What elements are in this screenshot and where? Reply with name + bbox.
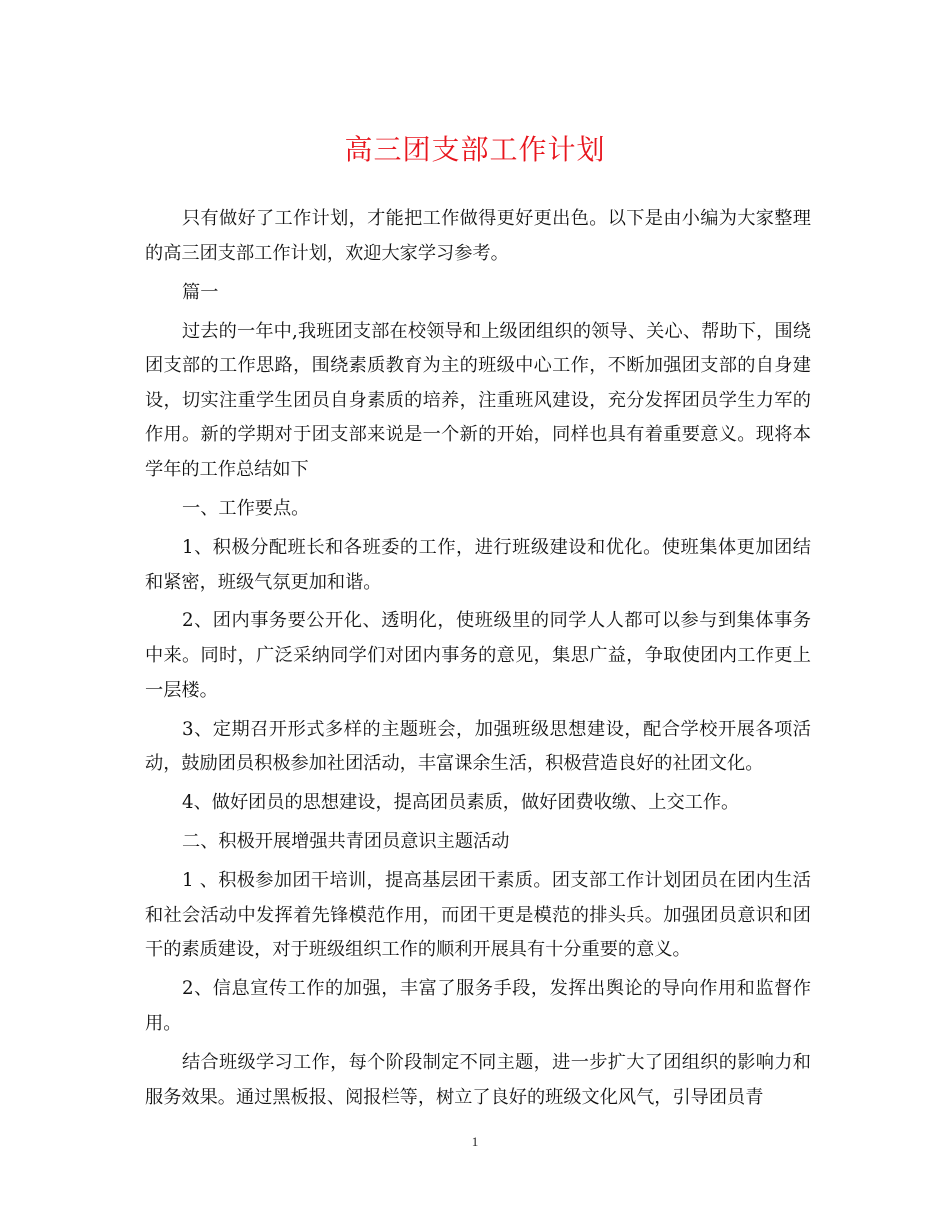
document-body [145,202,811,1120]
paragraph-item-1: 1、积极分配班长和各班委的工作，进行班级建设和优化。使班集体更加团结和紧密，班级气氛更加和谐。 [145,536,811,593]
document-title: 高三团支部工作计划 [344,133,606,166]
paragraph-activity-2: 2、信息宣传工作的加强，丰富了服务手段，发挥出舆论的导向作用和监督作用。 [145,978,811,1034]
paragraph-activity-1: 1 、积极参加团干培训，提高基层团干素质。团支部工作计划团员在团内生活和社会活动中发挥着先锋模范作用，而团干更是模范的排头兵。加强团员意识和团干的素质建设，对于班级组织工作的顺利开展具有十分重要的意义。 [145,870,811,961]
paragraph-item-3: 3、定期召开形式多样的主题班会，加强班级思想建设，配合学校开展各项活动，鼓励团员积极参加社团活动，丰富课余生活，积极营造良好的社团文化。 [145,718,811,775]
paragraph-intro: 只有做好了工作计划，才能把工作做得更好更出色。以下是由小编为大家整理的高三团支部工作计划，欢迎大家学习参考。 [145,208,811,264]
page-number: 1 [471,1134,479,1149]
paragraph-item-4: 4、做好团员的思想建设，提高团员素质，做好团费收缴、上交工作。 [182,792,740,814]
paragraph-summary: 过去的一年中,我班团支部在校领导和上级团组织的领导、关心、帮助下，围绕团支部的工作思路，围绕素质教育为主的班级中心工作，不断加强团支部的自身建设，切实注重学生团员自身素质的培养，注重班风建设，充分发挥团员学生力军的作用。新的学期对于团支部来说是一个新的开始，同样也具有着重要意义。现将本学年的工作总结如下 [145,320,811,480]
paragraph-activity-continued: 结合班级学习工作，每个阶段制定不同主题，进一步扩大了团组织的影响力和服务效果。通过黑板报、阅报栏等，树立了良好的班级文化风气，引导团员青 [145,1051,811,1108]
paragraph-item-2: 2、团内事务要公开化、透明化，使班级里的同学人人都可以参与到集体事务中来。同时，广泛采纳同学们对团内事务的意见，集思广益，争取使团内工作更上一层楼。 [145,610,811,701]
heading-activities: 二、积极开展增强共青团员意识主题活动 [182,831,510,853]
paragraph-section-label: 篇一 [182,281,219,303]
heading-work-points: 一、工作要点。 [182,497,310,519]
